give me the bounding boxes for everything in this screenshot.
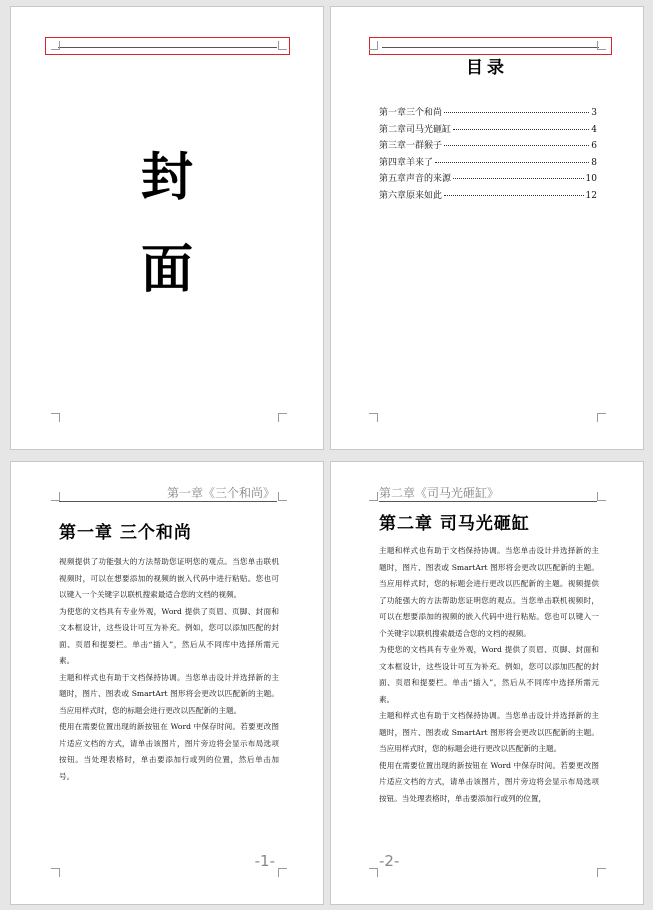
paragraph: 为使您的文档具有专业外观，Word 提供了页眉、页脚、封面和文本框设计，这些设计可互为补充。例如，您可以添加匹配的封面、页眉和提要栏。单击“插入”，然后从不同库中选择所需元素。: [59, 606, 279, 665]
toc-entry-page: 3: [591, 108, 597, 118]
toc-list: [379, 105, 597, 204]
toc-entry[interactable]: [379, 122, 597, 139]
cover-title-char-2: 面: [140, 239, 193, 300]
chapter-title: 第二章 司马光砸缸: [379, 514, 530, 534]
toc-entry[interactable]: [379, 188, 597, 205]
crop-mark: [369, 41, 378, 50]
header-rule: [379, 501, 597, 502]
running-header: 第二章《司马光砸缸》: [379, 486, 500, 500]
header-rule: [59, 501, 277, 502]
crop-mark: [278, 868, 287, 877]
toc-entry-label: 第三章一群猴子: [379, 141, 443, 151]
paragraph: 主题和样式也有助于文档保持协调。当您单击设计并选择新的主题时，图片、图表或 SmartArt 图形将会更改以匹配新的主题。当应用样式时，您的标题会进行更改以匹配新的主题。: [379, 711, 599, 753]
toc-entry[interactable]: [379, 171, 597, 188]
cover-page: [10, 6, 324, 450]
toc-entry[interactable]: [379, 138, 597, 155]
crop-mark: [278, 492, 287, 501]
paragraph: 使用在需要位置出现的新按钮在 Word 中保存时间。若要更改图片适应文档的方式，请单击该图片，图片旁边将会显示布局选项按钮。当处理表格时，单击要添加行或列的位置，: [379, 760, 599, 803]
crop-mark: [597, 41, 606, 50]
crop-mark: [369, 868, 378, 877]
paragraph: 视频提供了功能强大的方法帮助您证明您的观点。当您单击联机视频时，可以在想要添加的视频的嵌入代码中进行粘贴。您也可以键入一个关键字以联机搜索最适合您的文档的视频。: [59, 557, 279, 599]
chapter-body: [59, 554, 279, 785]
crop-mark: [597, 413, 606, 422]
toc-entry[interactable]: [379, 105, 597, 122]
crop-mark: [278, 413, 287, 422]
toc-entry-page: 12: [585, 190, 597, 201]
paragraph: 主题和样式也有助于文档保持协调。当您单击设计并选择新的主题时，图片、图表或 SmartArt 图形将会更改以匹配新的主题。当应用样式时，您的标题会进行更改以匹配新的主题。: [59, 672, 279, 715]
toc-entry-page: 4: [591, 124, 597, 135]
toc-title: 目录: [466, 58, 508, 78]
crop-mark: [51, 413, 60, 422]
toc-entry-label: 第五章声音的来源: [379, 174, 452, 184]
page-number: -1-: [254, 852, 275, 870]
crop-mark: [369, 492, 378, 501]
running-header: 第一章《三个和尚》: [166, 486, 275, 500]
crop-mark: [369, 413, 378, 422]
paragraph: 为使您的文档具有专业外观，Word 提供了页眉、页脚、封面和文本框设计，这些设计可互为补充。例如，您可以添加匹配的封面、页眉和提要栏。单击“插入”，然后从不同库中选择所需元素。: [379, 645, 599, 704]
page-number: -2-: [379, 852, 400, 870]
header-selection-box[interactable]: [45, 37, 290, 55]
chapter-page-2: [330, 461, 644, 905]
cover-title-char-1: 封: [140, 147, 193, 208]
crop-mark: [597, 868, 606, 877]
toc-entry-label: 第四章羊来了: [379, 157, 434, 168]
toc-page: [330, 6, 644, 450]
toc-entry-label: 第二章司马光砸缸: [379, 124, 452, 135]
crop-mark: [278, 41, 287, 50]
toc-entry[interactable]: [379, 155, 597, 172]
crop-mark: [51, 41, 60, 50]
chapter-page-1: [10, 461, 324, 905]
chapter-body: [379, 543, 599, 807]
toc-entry-label: 第一章三个和尚: [379, 108, 443, 118]
chapter-title: 第一章 三个和尚: [59, 523, 192, 543]
crop-mark: [597, 492, 606, 501]
paragraph: 主题和样式也有助于文档保持协调。当您单击设计并选择新的主题时，图片、图表或 SmartArt 图形将会更改以匹配新的主题。当应用样式时，您的标题会进行更改以匹配新的主题。视频提供了功能强大的方法帮助您证明您的观点。当您单击联机视频时，可以在想要添加的视频的嵌入代码中进行粘贴。您也可以键入一个关键字以联机搜索最适合您的文档的视频。: [379, 546, 599, 638]
toc-entry-page: 6: [591, 141, 597, 151]
toc-entry-page: 8: [591, 157, 597, 168]
crop-mark: [51, 492, 60, 501]
toc-entry-label: 第六章原来如此: [379, 190, 443, 201]
toc-entry-page: 10: [585, 174, 597, 184]
paragraph: 使用在需要位置出现的新按钮在 Word 中保存时间。若要更改图片适应文档的方式，请单击该图片，图片旁边将会显示布局选项按钮。当处理表格时，单击要添加行或列的位置，然后单击加号。: [59, 722, 279, 781]
crop-mark: [51, 868, 60, 877]
